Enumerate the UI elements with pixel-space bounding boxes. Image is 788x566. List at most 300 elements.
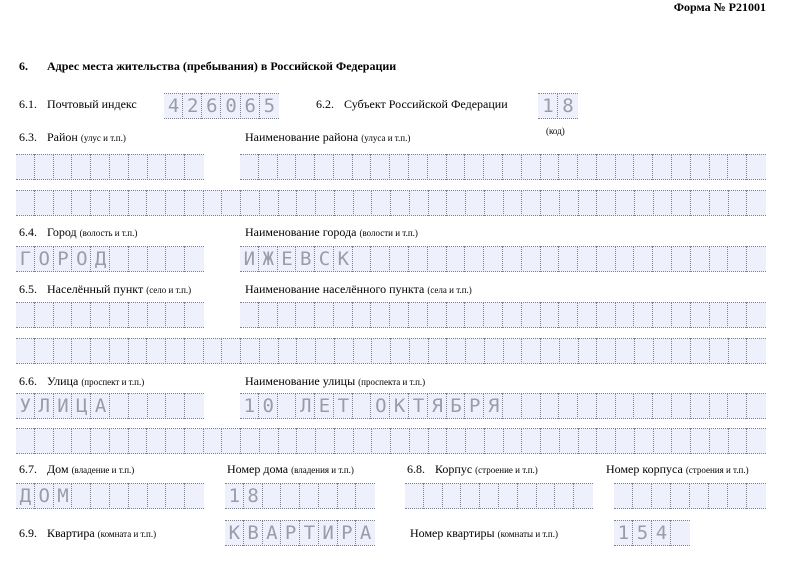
street-type-field[interactable] (16, 393, 204, 419)
subject-label: Субъект Российской Федерации (344, 97, 508, 111)
char-cell (541, 154, 560, 180)
char-cell (72, 302, 91, 328)
subject-code-field[interactable] (538, 93, 578, 119)
char-cell (503, 302, 522, 328)
char-cell: Е (278, 246, 297, 272)
char-cell (447, 428, 466, 454)
char-cell (91, 302, 110, 328)
char-cell (279, 190, 298, 216)
char-cell (204, 190, 223, 216)
char-cell (300, 483, 319, 509)
char-cell (522, 393, 541, 419)
char-cell: 5 (633, 520, 652, 546)
char-cell: Б (447, 393, 466, 419)
char-cell (485, 428, 504, 454)
subject-number: 6.2. (316, 97, 334, 111)
char-cell (541, 190, 560, 216)
char-cell (709, 483, 728, 509)
char-cell (110, 393, 129, 419)
locality-name-label: Наименование населённого пункта (245, 282, 425, 296)
char-cell (537, 483, 556, 509)
char-cell (371, 246, 390, 272)
char-cell (260, 338, 279, 364)
char-cell: 6 (202, 93, 221, 119)
char-cell (91, 190, 110, 216)
char-cell (541, 338, 560, 364)
char-cell (541, 428, 560, 454)
char-cell: А (263, 520, 282, 546)
char-cell: Л (35, 393, 54, 419)
street-name-label: Наименование улицы (245, 374, 356, 388)
char-cell (522, 302, 541, 328)
char-cell (391, 428, 410, 454)
char-cell (316, 338, 335, 364)
char-cell (634, 302, 653, 328)
house-num-field[interactable] (225, 483, 375, 509)
char-cell (16, 190, 35, 216)
char-cell (447, 246, 466, 272)
char-cell (503, 393, 522, 419)
char-cell (671, 483, 690, 509)
char-cell (729, 428, 748, 454)
district-name-field-line2[interactable] (16, 190, 766, 216)
char-cell (653, 393, 672, 419)
char-cell (148, 393, 167, 419)
char-cell (372, 428, 391, 454)
char-cell (710, 190, 729, 216)
char-cell (129, 338, 148, 364)
char-cell (91, 338, 110, 364)
char-cell (204, 428, 223, 454)
char-cell (578, 393, 597, 419)
char-cell (241, 338, 260, 364)
char-cell (541, 246, 560, 272)
char-cell (710, 393, 729, 419)
char-cell (354, 190, 373, 216)
char-cell (354, 428, 373, 454)
building-num-label: Номер корпуса (606, 462, 683, 476)
char-cell (518, 483, 537, 509)
char-cell (574, 483, 593, 509)
char-cell (672, 338, 691, 364)
section-number: 6. (19, 59, 28, 73)
char-cell (296, 154, 315, 180)
char-cell (447, 338, 466, 364)
district-name-field[interactable] (240, 154, 766, 180)
char-cell (747, 393, 766, 419)
char-cell (72, 154, 91, 180)
char-cell (465, 154, 484, 180)
char-cell (597, 338, 616, 364)
char-cell (747, 428, 766, 454)
char-cell (72, 190, 91, 216)
char-cell (147, 338, 166, 364)
locality-type-field[interactable] (16, 302, 204, 328)
street-name-field[interactable] (240, 393, 766, 419)
char-cell (297, 338, 316, 364)
building-num-field[interactable] (614, 483, 766, 509)
city-hint: (волость и т.п.) (79, 228, 138, 238)
char-cell (410, 190, 429, 216)
district-label: Район (47, 130, 78, 144)
section-title: Адрес места жительства (пребывания) в Российской Федерации (47, 59, 397, 73)
postal-code-field[interactable] (164, 93, 279, 119)
char-cell (334, 302, 353, 328)
char-cell: 4 (164, 93, 183, 119)
apartment-number: 6.9. (19, 526, 37, 540)
char-cell (54, 190, 73, 216)
char-cell (747, 154, 766, 180)
char-cell (338, 483, 357, 509)
char-cell (166, 483, 185, 509)
char-cell (654, 428, 673, 454)
char-cell (391, 338, 410, 364)
char-cell (616, 428, 635, 454)
char-cell: В (296, 246, 315, 272)
char-cell (559, 246, 578, 272)
building-label: Корпус (435, 462, 473, 476)
char-cell (443, 483, 462, 509)
char-cell (297, 428, 316, 454)
char-cell (672, 246, 691, 272)
building-num-hint: (строения и т.п.) (685, 465, 749, 475)
char-cell (691, 154, 710, 180)
char-cell (35, 302, 54, 328)
char-cell (185, 302, 204, 328)
char-cell (634, 246, 653, 272)
street-hint: (проспект и т.п.) (81, 377, 145, 387)
char-cell (405, 483, 424, 509)
char-cell: 1 (225, 483, 244, 509)
char-cell (560, 428, 579, 454)
char-cell: 1 (240, 393, 259, 419)
city-name-label: Наименование города (245, 225, 357, 239)
street-name-hint: (проспекта и т.п.) (358, 377, 426, 387)
char-cell (147, 428, 166, 454)
char-cell (91, 483, 110, 509)
house-num-label: Номер дома (227, 462, 289, 476)
char-cell (166, 338, 185, 364)
char-cell (390, 154, 409, 180)
char-cell (555, 483, 574, 509)
char-cell (166, 393, 185, 419)
char-cell (110, 190, 129, 216)
char-cell (319, 483, 338, 509)
char-cell: Т (409, 393, 428, 419)
char-cell (691, 302, 710, 328)
char-cell (691, 338, 710, 364)
char-cell (728, 393, 747, 419)
char-cell (259, 154, 278, 180)
char-cell (428, 302, 447, 328)
char-cell: О (35, 483, 54, 509)
char-cell: 1 (614, 520, 633, 546)
char-cell: О (72, 246, 91, 272)
char-cell (72, 428, 91, 454)
char-cell: 4 (652, 520, 671, 546)
char-cell (185, 246, 204, 272)
char-cell: Е (315, 393, 334, 419)
char-cell: М (54, 483, 73, 509)
char-cell (522, 190, 541, 216)
subject-code-note: (код) (546, 126, 565, 136)
street-name-field-line2[interactable] (16, 428, 766, 454)
char-cell: 8 (562, 94, 574, 117)
char-cell (728, 302, 747, 328)
char-cell (315, 154, 334, 180)
char-cell (729, 338, 748, 364)
char-cell (35, 154, 54, 180)
char-cell (652, 483, 671, 509)
char-cell (597, 428, 616, 454)
char-cell (129, 428, 148, 454)
char-cell (728, 154, 747, 180)
char-cell (597, 393, 616, 419)
char-cell (504, 428, 523, 454)
char-cell (356, 483, 375, 509)
char-cell (541, 393, 560, 419)
house-type-field[interactable] (16, 483, 204, 509)
postal-label: Почтовый индекс (47, 97, 137, 111)
char-cell (147, 190, 166, 216)
char-cell (560, 338, 579, 364)
char-cell (672, 428, 691, 454)
char-cell (653, 154, 672, 180)
char-cell (279, 428, 298, 454)
char-cell (522, 428, 541, 454)
district-name-hint: (улуса и т.п.) (361, 133, 411, 143)
char-cell (241, 428, 260, 454)
city-label: Город (47, 225, 77, 239)
char-cell (484, 154, 503, 180)
char-cell (654, 190, 673, 216)
char-cell (35, 338, 54, 364)
char-cell (522, 154, 541, 180)
form-number: Форма № Р21001 (673, 0, 766, 14)
char-cell (614, 483, 633, 509)
district-hint: (улус и т.п.) (80, 133, 126, 143)
char-cell: Я (484, 393, 503, 419)
char-cell (578, 246, 597, 272)
char-cell (747, 483, 766, 509)
char-cell: Р (465, 393, 484, 419)
char-cell: У (16, 393, 35, 419)
char-cell (260, 190, 279, 216)
char-cell (279, 338, 298, 364)
char-cell (484, 302, 503, 328)
apartment-type-field[interactable] (225, 520, 375, 546)
char-cell (129, 190, 148, 216)
char-cell (110, 154, 129, 180)
char-cell: Р (54, 246, 73, 272)
char-cell (559, 393, 578, 419)
char-cell (409, 246, 428, 272)
char-cell (72, 483, 91, 509)
char-cell (503, 154, 522, 180)
char-cell (710, 302, 729, 328)
char-cell (447, 154, 466, 180)
char-cell (691, 246, 710, 272)
char-cell: О (371, 393, 390, 419)
char-cell (278, 302, 297, 328)
char-cell (185, 483, 204, 509)
char-cell: К (334, 246, 353, 272)
char-cell: Г (16, 246, 35, 272)
char-cell: 5 (263, 94, 276, 117)
char-cell (633, 483, 652, 509)
city-name-field[interactable] (240, 246, 766, 272)
house-label: Дом (47, 462, 69, 476)
apartment-num-hint: (комнаты и т.п.) (497, 529, 558, 539)
char-cell (616, 154, 635, 180)
char-cell (428, 246, 447, 272)
char-cell (522, 246, 541, 272)
char-cell (35, 428, 54, 454)
char-cell (634, 154, 653, 180)
char-cell: 1 (538, 93, 558, 119)
char-cell (35, 190, 54, 216)
char-cell (334, 154, 353, 180)
char-cell: К (225, 520, 244, 546)
char-cell (371, 154, 390, 180)
char-cell (371, 302, 390, 328)
char-cell (204, 338, 223, 364)
char-cell: И (319, 520, 338, 546)
char-cell: Ж (259, 246, 278, 272)
char-cell (354, 338, 373, 364)
char-cell (129, 302, 148, 328)
char-cell (597, 302, 616, 328)
city-type-field[interactable] (16, 246, 204, 272)
char-cell (729, 190, 748, 216)
char-cell (315, 302, 334, 328)
char-cell (185, 154, 204, 180)
postal-number: 6.1. (19, 97, 37, 111)
char-cell: Я (428, 393, 447, 419)
char-cell: 0 (221, 93, 240, 119)
char-cell (578, 154, 597, 180)
apartment-num-field[interactable] (614, 520, 690, 546)
char-cell (579, 190, 598, 216)
house-number: 6.7. (19, 462, 37, 476)
char-cell (710, 428, 729, 454)
locality-label: Населённый пункт (47, 282, 144, 296)
char-cell (281, 483, 300, 509)
char-cell (672, 302, 691, 328)
char-cell (278, 393, 297, 419)
char-cell (541, 302, 560, 328)
char-cell: 8 (244, 483, 263, 509)
char-cell (353, 154, 372, 180)
char-cell (110, 246, 129, 272)
char-cell (185, 428, 204, 454)
char-cell (672, 154, 691, 180)
char-cell (335, 428, 354, 454)
street-number: 6.6. (19, 374, 37, 388)
char-cell (110, 428, 129, 454)
char-cell (671, 520, 690, 546)
char-cell (166, 190, 185, 216)
char-cell (466, 428, 485, 454)
char-cell (185, 190, 204, 216)
char-cell (691, 190, 710, 216)
char-cell (296, 302, 315, 328)
char-cell (372, 338, 391, 364)
char-cell: 0 (259, 393, 278, 419)
char-cell (185, 393, 204, 419)
char-cell (222, 338, 241, 364)
char-cell (410, 428, 429, 454)
char-cell (597, 190, 616, 216)
char-cell (691, 428, 710, 454)
char-cell (148, 302, 167, 328)
district-type-field[interactable] (16, 154, 204, 180)
building-type-field[interactable] (405, 483, 593, 509)
char-cell (616, 246, 635, 272)
char-cell (710, 338, 729, 364)
char-cell (148, 154, 167, 180)
char-cell (579, 338, 598, 364)
char-cell (634, 393, 653, 419)
char-cell: Д (16, 483, 35, 509)
char-cell (691, 393, 710, 419)
char-cell (560, 190, 579, 216)
char-cell (447, 190, 466, 216)
char-cell (579, 428, 598, 454)
char-cell (129, 246, 148, 272)
char-cell (654, 338, 673, 364)
char-cell (429, 428, 448, 454)
char-cell (480, 483, 499, 509)
locality-name-field-line2[interactable] (16, 338, 766, 364)
char-cell (747, 190, 766, 216)
char-cell (424, 483, 443, 509)
char-cell (635, 338, 654, 364)
building-hint: (строение и т.п.) (475, 465, 538, 475)
char-cell (72, 338, 91, 364)
char-cell (278, 154, 297, 180)
city-name-hint: (волости и т.п.) (359, 228, 418, 238)
char-cell: И (240, 246, 259, 272)
char-cell: Ц (72, 393, 91, 419)
char-cell (597, 246, 616, 272)
char-cell: В (244, 520, 263, 546)
char-cell (54, 154, 73, 180)
char-cell (263, 483, 282, 509)
char-cell (409, 302, 428, 328)
district-name-label: Наименование района (245, 130, 359, 144)
char-cell (499, 483, 518, 509)
char-cell (241, 190, 260, 216)
locality-name-field[interactable] (240, 302, 766, 328)
char-cell (148, 246, 167, 272)
char-cell (16, 428, 35, 454)
char-cell: С (315, 246, 334, 272)
char-cell (54, 428, 73, 454)
char-cell (635, 428, 654, 454)
char-cell (653, 302, 672, 328)
city-number: 6.4. (19, 225, 37, 239)
char-cell (222, 190, 241, 216)
char-cell: Т (300, 520, 319, 546)
char-cell (129, 154, 148, 180)
char-cell (559, 302, 578, 328)
char-cell (710, 246, 729, 272)
char-cell (54, 302, 73, 328)
char-cell (390, 246, 409, 272)
house-num-hint: (владения и т.п.) (291, 465, 354, 475)
char-cell (559, 154, 578, 180)
